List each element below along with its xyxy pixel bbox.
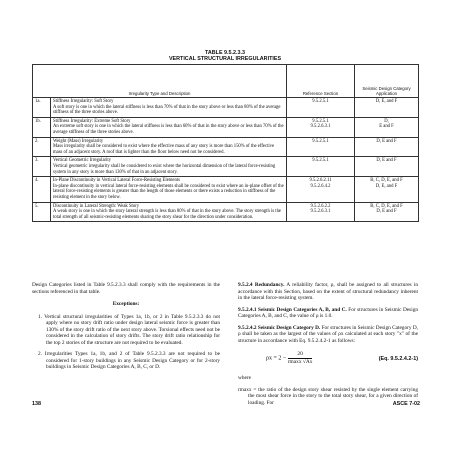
table-row	[33, 177, 419, 202]
row-description	[51, 137, 287, 157]
table-row	[33, 98, 419, 118]
table-caption: VERTICAL STRUCTURAL IRREGULARITIES	[168, 56, 282, 63]
row-number: 1b.	[33, 117, 51, 137]
row-title: Weight (Mass) Irregularity	[53, 138, 104, 144]
redundancy-paragraph	[238, 282, 418, 302]
row-reference: 9.5.2.5.1	[287, 98, 355, 118]
row-reference: 9.5.2.6.2.2 9.5.2.6.3.1	[287, 202, 355, 222]
where-definition: rmaxx = the ratio of the design story shear resisted by the single element carrying the most shear force in the story to the total story shear, for a given direction of loading. For	[238, 386, 418, 406]
row-title: Stiffness Irregularity: Soft Story	[53, 99, 114, 104]
table-row	[33, 117, 419, 137]
publication-name: ASCE 7-02	[392, 401, 420, 407]
header-irregularity-type: Irregularity Type and Description	[33, 65, 287, 98]
vertical-irregularities-table	[32, 64, 419, 222]
table-number: TABLE 9.5.2.3.3	[204, 50, 246, 56]
left-text-column	[32, 282, 220, 376]
row-category: D, E and F	[355, 117, 419, 137]
equation-numerator: 20	[288, 351, 313, 359]
table-row	[33, 157, 419, 177]
row-description	[51, 98, 287, 118]
table-header-row	[33, 65, 419, 98]
row-category: B, C, D, E, and F D, E, and F	[355, 177, 419, 202]
row-text: In-plane discontinuity in vertical lateral force-resisting elements shall be considered to exist where an in-plane offset of the lateral force-resisting elements is greater than the length of those elements or there exists a reduction in stiffness of the resisting element in the story below.	[53, 183, 284, 200]
page-number: 138	[32, 401, 41, 407]
row-text: Mass irregularity shall be considered to exist where the effective mass of any story is more than 150% of the effective mass of an adjacent story. A roof that is lighter than the floor below need not be considered.	[53, 144, 275, 155]
exception-item: 2. Irregularities Types 1a, 1b, and 2 of Table 9.5.2.3.3 are not required to be considered for 1-story buildings in any Seismic Design Category or for 2-story buildings in Seismic Design Categories A, B, C, or D.	[38, 351, 220, 370]
row-text: A soft story is one in which the lateral stiffness is less than 70% of that in the story above or less than 80% of the average stiffness of the three stories above.	[53, 104, 281, 116]
section-text: A reliability factor, ρ, shall be assigned to all structures in accordance with this Section, based on the extent of structural redundancy inherent in the lateral force-resisting system.	[238, 282, 418, 301]
section-title: 9.5.2.4.2 Seismic Design Category D.	[238, 324, 321, 331]
section-text: For structures in Seismic Design Category D, ρ shall be taken as the largest of the values of ρx calculated at each story "x" of the structure in accordance with Eq. 9.5.2.4.2-1 as follows:	[238, 324, 418, 344]
equation-lhs: ρx = 2 −	[266, 355, 287, 362]
row-description	[51, 157, 287, 177]
equation-denominator: rmaxx √Ax	[287, 358, 313, 365]
equation-fraction	[288, 351, 313, 365]
equation	[266, 351, 312, 365]
row-number: 3.	[33, 157, 51, 177]
row-title: Discontinuity in Lateral Strength: Weak Story	[53, 203, 140, 209]
row-category: B, C, D, E, and F D, E and F	[355, 202, 419, 222]
exception-item: 1. Vertical structural irregularities of Types 1a, 1b, or 2 in Table 9.5.2.3.3 do not apply where no story drift ratio under design lateral seismic force is greater than 130% of the story drift ratio of the next story above. Torsional effects need not be considered in the calculation of story drifts. The story drift ratio relationship for the top 2 stories of the structure are not required to be evaluated.	[38, 313, 220, 346]
row-reference: 9.5.2.5.1	[287, 157, 355, 177]
row-number: 1a.	[33, 98, 51, 118]
row-category: D, E and F	[355, 137, 419, 157]
exceptions-heading: Exceptions:	[112, 301, 140, 307]
table-title	[32, 50, 418, 63]
row-text: Vertical geometric irregularity shall be considered to exist where the horizontal dimension of the lateral force-resisting system in any story is more than 130% of that in an adjacent story.	[53, 163, 276, 175]
section-9-5-2-4-2	[238, 325, 418, 345]
row-text: An extreme soft story is one in which the lateral stiffness is less than 60% of that in the story above or less than 70% of the average stiffness of the three stories above.	[53, 124, 284, 135]
row-title: Vertical Geometric Irregularity	[53, 158, 112, 164]
row-reference: 9.5.2.6.2.11 9.5.2.6.4.2	[287, 177, 355, 202]
where-label: where	[238, 375, 251, 381]
row-number: 4.	[33, 177, 51, 202]
row-title: In-Plane Discontinuity in Vertical Lateral Force-Resisting Elements	[53, 178, 180, 184]
equation-label: (Eq. 9.5.2.4.2-1)	[378, 356, 418, 362]
header-seismic-category: Seismic Design Category Application	[355, 65, 419, 98]
row-number: 2.	[33, 137, 51, 157]
intro-paragraph: Design Categories listed in Table 9.5.2.3.3 shall comply with the requirements in the sections referenced in that table.	[32, 282, 220, 295]
table-row	[33, 137, 419, 157]
equation-block	[238, 349, 418, 371]
section-9-5-2-4-1	[238, 307, 418, 320]
row-reference: 9.5.2.5.1	[287, 137, 355, 157]
row-description	[51, 117, 287, 137]
section-text: For structures in Seismic Design Categories A, B, and C, the value of ρ is 1.0.	[238, 306, 419, 319]
row-reference: 9.5.2.5.1 9.5.2.6.3.1	[287, 117, 355, 137]
table-row	[33, 202, 419, 222]
right-text-column	[238, 282, 418, 411]
row-category: D, E, and F	[355, 98, 419, 118]
section-title: 9.5.2.4.1 Seismic Design Categories A, B, and C.	[238, 306, 347, 313]
row-description	[51, 202, 287, 222]
section-title: 9.5.2.4 Redundancy.	[238, 282, 285, 288]
row-category: D, E and F	[355, 157, 419, 177]
row-text: A weak story is one in which the story lateral strength is less than 80% of that in the story above. The story strength is the total strength of all seismic-resisting elements sharing the story shear for the direction under consideration.	[53, 209, 281, 220]
row-number: 5.	[33, 202, 51, 222]
row-title: Stiffness Irregularity: Extreme Soft Story	[53, 118, 131, 124]
row-description	[51, 177, 287, 202]
header-reference-section: Reference Section	[287, 65, 355, 98]
